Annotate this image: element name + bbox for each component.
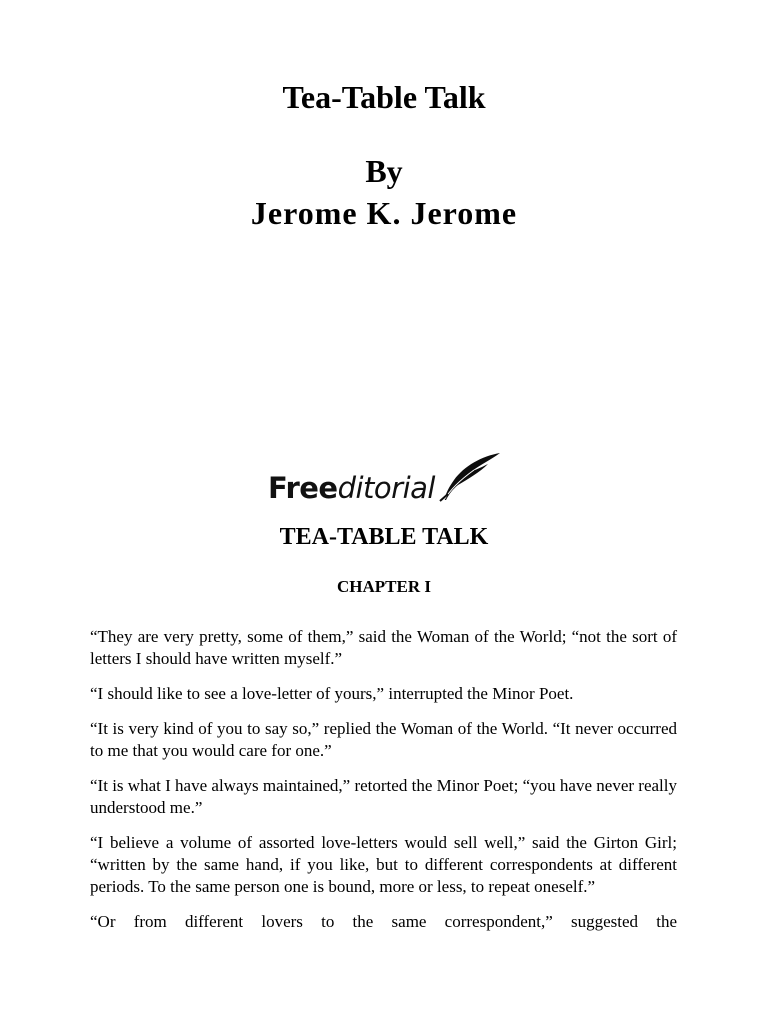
quill-feather-icon — [438, 452, 502, 502]
chapter-body — [90, 626, 677, 946]
paragraph: “I believe a volume of assorted love-letters would sell well,” said the Girton Girl; “written by the same hand, if you like, but to different correspondents at different periods. To the same person one is bound, more or less, to repeat oneself.” — [90, 833, 677, 896]
paragraph: “Or from different lovers to the same correspondent,” suggested the — [90, 912, 677, 931]
chapter-heading: CHAPTER I — [337, 577, 431, 596]
paragraph: “They are very pretty, some of them,” said the Woman of the World; “not the sort of letters I should have written myself.” — [90, 627, 677, 668]
freeditorial-logo — [266, 452, 502, 508]
paragraph: “I should like to see a love-letter of yours,” interrupted the Minor Poet. — [90, 684, 574, 703]
logo-text-regular: ditorial — [337, 471, 435, 505]
section-title: TEA-TABLE TALK — [279, 524, 489, 550]
paragraph: “It is very kind of you to say so,” replied the Woman of the World. “It never occurred to me that you would care for one.” — [90, 719, 677, 760]
paragraph: “It is what I have always maintained,” retorted the Minor Poet; “you have never really understood me.” — [90, 776, 677, 817]
author-name: Jerome K. Jerome — [250, 195, 518, 231]
logo-wordmark — [268, 470, 435, 506]
book-title: Tea-Table Talk — [282, 79, 486, 115]
logo-text-bold: Free — [268, 471, 338, 505]
byline-label: By — [365, 153, 403, 189]
